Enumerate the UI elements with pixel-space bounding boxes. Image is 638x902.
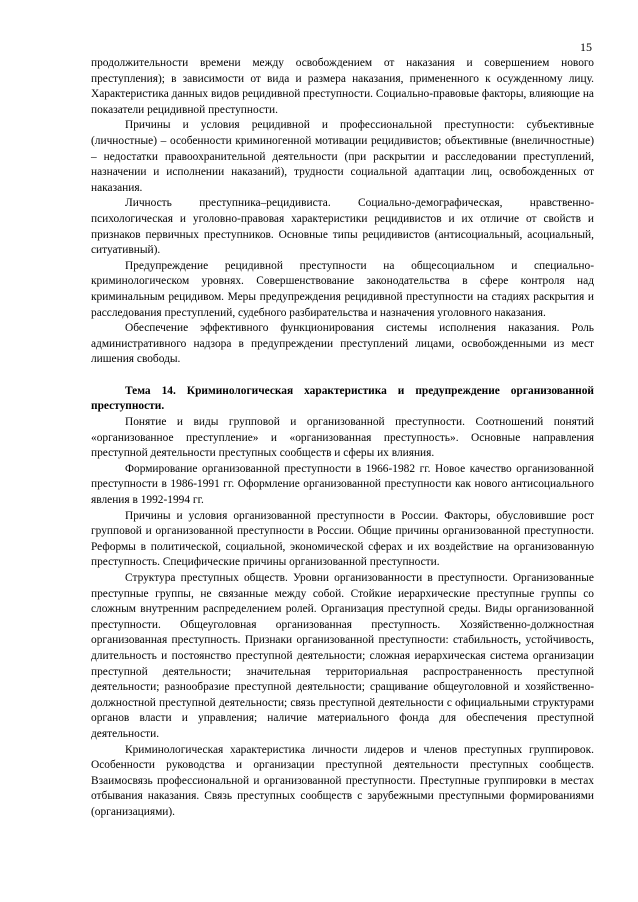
paragraph-recidivism-prevention: Предупреждение рецидивной преступности на общесоциальном и специально-криминологическом уровнях. Совершенствование законодательства в сфере контроля над криминальным рецидивом. Меры предупреждения рецидивной преступности на стадиях раскрытия и расследования преступлений, судебного разбирательства и назначения уголовного наказания. — [91, 259, 594, 319]
paragraph-organized-crime-history: Формирование организованной преступности в 1966-1982 гг. Новое качество организованной преступности в 1986-1991 гг. Оформление организованной преступности как нового антисоциального явления в 1992-1994 гг. — [91, 462, 594, 507]
paragraph-recidivist-personality: Личность преступника–рецидивиста. Социально-демографическая, нравственно-психологическая и уголовно-правовая характеристики рецидивистов и их отличие от свойств и признаков первичных преступников. Основные типы рецидивистов (антисоциальный, асоциальный, ситуативный). — [91, 197, 594, 257]
page-number: 15 — [580, 40, 592, 54]
paragraph-organized-crime-causes: Причины и условия организованной преступности в России. Факторы, обусловившие рост групповой и организованной преступности в России. Общие причины организованной преступности. Реформы в политической, социальной, экономической сферах и их воздействие на организованную преступность. Специфические причины организованной преступности. — [91, 509, 594, 569]
paragraph-recidivism-duration: продолжительности времени между освобождением от наказания и совершением нового преступления); в зависимости от вида и размера наказания, примененного к осужденному лицу. Характеристика данных видов рецидивной преступности. Социально-правовые факторы, влияющие на показатели рецидивной преступности. — [91, 57, 594, 116]
paragraph-recidivism-causes: Причины и условия рецидивной и профессиональной преступности: субъективные (личностные) – особенности криминогенной мотивации рецидивистов; объективные (внеличностные) – недостатки правоохранительной деятельности (при раскрытии и расследовании преступлений, назначении и исполнении наказаний), трудности социальной адаптации лиц, освобожденных от наказания. — [91, 119, 594, 194]
paragraph-punishment-system: Обеспечение эффективного функционирования системы исполнения наказания. Роль административного надзора в предупреждении преступлений лицами, освобожденными из мест лишения свободы. — [91, 322, 594, 366]
section-gap — [91, 368, 594, 384]
topic-heading: Тема 14. Криминологическая характеристика и предупреждение организованной преступности. — [91, 384, 594, 413]
paragraph-leaders-characteristics: Криминологическая характеристика личности лидеров и членов преступных группировок. Особенности руководства и организации преступной деятельности преступных сообществ. Взаимосвязь профессиональной и организованной преступности. Преступные группировки в местах отбывания наказания. Связь преступных сообществ с зарубежными преступными формированиями (организациями). — [91, 743, 594, 818]
paragraph-criminal-structure: Структура преступных обществ. Уровни организованности в преступности. Организованные преступные группы, не связанные между собой. Стойкие иерархические преступные группы со сложным внутренним распределением ролей. Организация преступной среды. Виды организованной преступности. Общеуголовная организованная преступность. Хозяйственно-должностная организованная преступность. Признаки организованной преступности: стабильность, устойчивость, длительность и постоянство преступной деятельности; сложная иерархическая система организации преступной деятельности; значительная территориальная распространенность преступной деятельности; разнообразие преступной деятельности; сращивание общеуголовной и хозяйственно-должностной преступной деятельности; связь преступной деятельности с официальными структурами органов власти и управления; наличие материального фонда для обеспечения преступной деятельности. — [91, 572, 594, 740]
document-body — [91, 56, 594, 821]
paragraph-organized-crime-concept: Понятие и виды групповой и организованной преступности. Соотношений понятий «организованное преступление» и «организованная преступность». Основные направления преступной деятельности преступных сообществ и сферы их влияния. — [91, 416, 594, 460]
